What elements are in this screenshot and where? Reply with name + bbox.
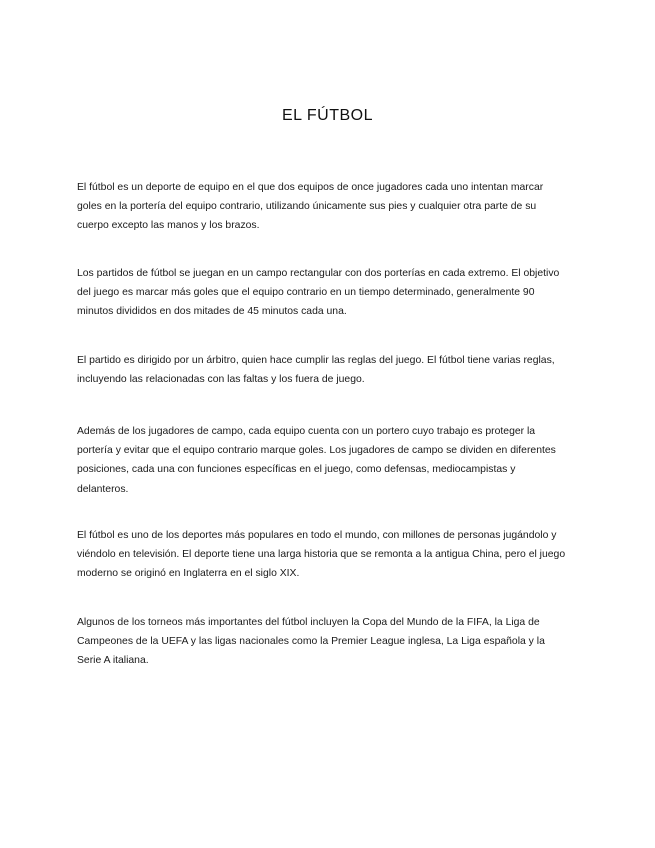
document-title: EL FÚTBOL bbox=[281, 107, 374, 124]
paragraph-referee-rules: El partido es dirigido por un árbitro, quien hace cumplir las reglas del juego. El fútbol tiene varias reglas, incluyendo las relacionadas con las faltas y los fuera de juego. bbox=[77, 355, 555, 386]
paragraph-field-and-duration: Los partidos de fútbol se juegan en un campo rectangular con dos porterías en cada extremo. El objetivo del juego es marcar más goles que el equipo contrario en un tiempo determinado, generalmente 90 minutos divididos en dos mitades de 45 minutos cada una. bbox=[77, 268, 560, 318]
paragraph-intro: El fútbol es un deporte de equipo en el que dos equipos de once jugadores cada uno intentan marcar goles en la portería del equipo contrario, utilizando únicamente sus pies y cualquier otra parte de su cuerpo excepto las manos y los brazos. bbox=[77, 182, 544, 232]
paragraph-tournaments: Algunos de los torneos más importantes del fútbol incluyen la Copa del Mundo de la FIFA, la Liga de Campeones de la UEFA y las ligas nacionales como la Premier League inglesa, La Liga española y la Serie A italiana. bbox=[77, 617, 545, 667]
paragraph-positions: Además de los jugadores de campo, cada equipo cuenta con un portero cuyo trabajo es proteger la portería y evitar que el equipo contrario marque goles. Los jugadores de campo se dividen en diferentes posiciones, cada una con funciones específicas en el juego, como defensas, mediocampistas y delanteros. bbox=[77, 426, 556, 495]
paragraph-history: El fútbol es uno de los deportes más populares en todo el mundo, con millones de personas jugándolo y viéndolo en televisión. El deporte tiene una larga historia que se remonta a la antigua China, pero el juego moderno se originó en Inglaterra en el siglo XIX. bbox=[77, 530, 566, 580]
